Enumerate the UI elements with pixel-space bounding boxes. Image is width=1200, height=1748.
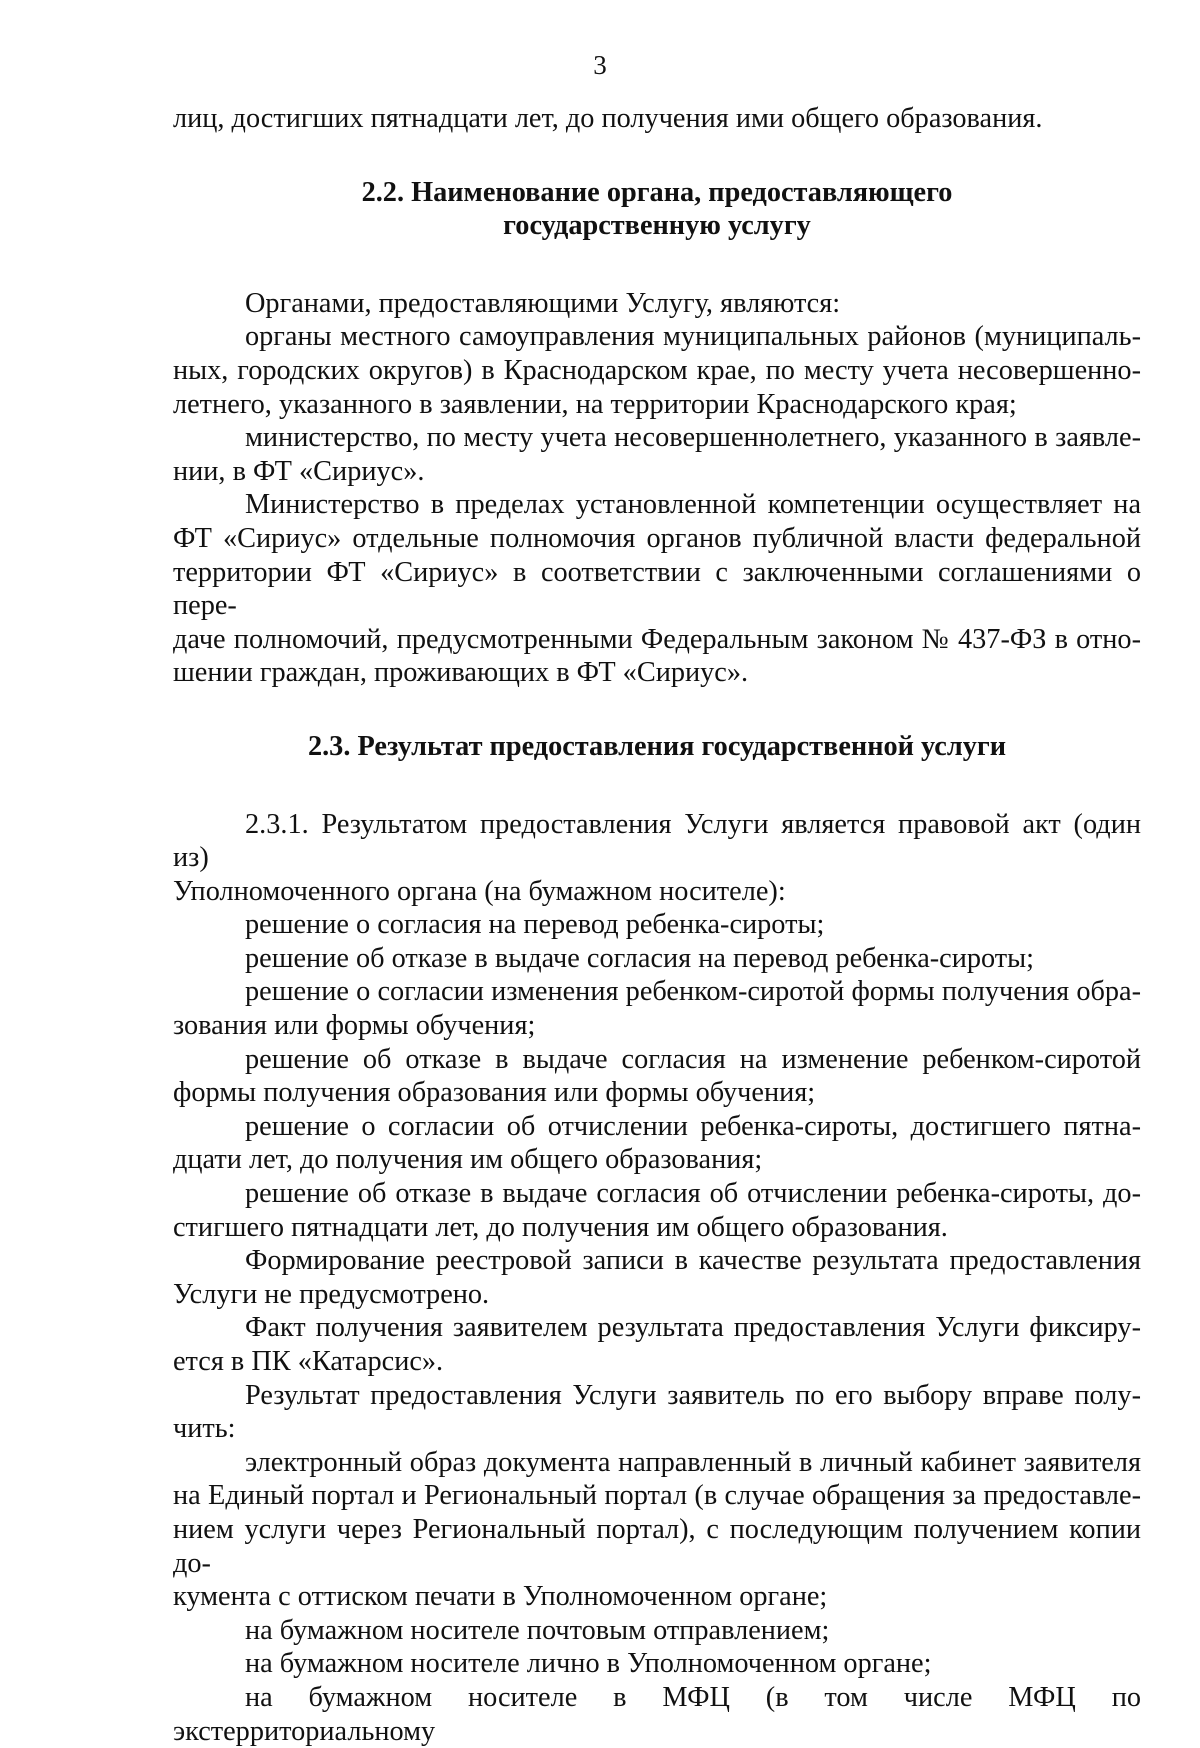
text-line: 2.3.1. Результатом предоставления Услуги является правовой акт (один из) xyxy=(173,808,1141,874)
text-line: на бумажном носителе почтовым отправлением; xyxy=(245,1614,830,1646)
paragraph xyxy=(173,1311,1141,1378)
text-line: зования или формы обучения; xyxy=(173,1010,536,1042)
text-line: чить: xyxy=(173,1413,236,1445)
section-2-3-heading xyxy=(173,730,1141,764)
text-line: ных, городских округов) в Краснодарском крае, по месту учета несовершенно- xyxy=(173,354,1141,386)
heading-line: 2.3. Результат предоставления государственной услуги xyxy=(307,730,1007,762)
text-line: нием услуги через Региональный портал), с последующим получением копии до- xyxy=(173,1513,1141,1579)
text-line: электронный образ документа направленный в личный кабинет заявителя xyxy=(245,1446,1141,1478)
paragraph xyxy=(173,975,1141,1042)
page-number: 3 xyxy=(593,50,607,80)
text-line: решение об отказе в выдаче согласия на перевод ребенка-сироты; xyxy=(245,942,1035,974)
text-line: Уполномоченного органа (на бумажном носителе): xyxy=(173,875,786,907)
paragraph xyxy=(173,1110,1141,1177)
paragraph xyxy=(173,1681,1141,1748)
heading-line: 2.2. Наименование органа, предоставляющего xyxy=(361,176,953,208)
document-body xyxy=(173,102,1141,1748)
paragraph xyxy=(173,1647,1141,1681)
text-line: дцати лет, до получения им общего образования; xyxy=(173,1144,763,1176)
text-line: Формирование реестровой записи в качестве результата предоставления xyxy=(245,1245,1141,1277)
text-line: Результат предоставления Услуги заявитель по его выбору вправе полу- xyxy=(245,1379,1141,1411)
text-line: кумента с оттиском печати в Уполномоченном органе; xyxy=(173,1581,828,1613)
text-line: ется в ПК «Катарсис». xyxy=(173,1346,444,1377)
text-line: на бумажном носителе в МФЦ (в том числе МФЦ по экстерриториальному xyxy=(173,1681,1141,1747)
paragraph xyxy=(173,1379,1141,1446)
paragraph xyxy=(173,320,1141,421)
intro-paragraph xyxy=(173,102,1141,136)
text-line: территории ФТ «Сириус» в соответствии с заключенными соглашениями о пере- xyxy=(173,556,1141,622)
text-line: Услуги не предусмотрено. xyxy=(173,1278,490,1310)
text-line: лиц, достигших пятнадцати лет, до получения ими общего образования. xyxy=(173,103,1043,134)
text-line: даче полномочий, предусмотренными Федеральным законом № 437-ФЗ в отно- xyxy=(173,623,1141,655)
text-line: Факт получения заявителем результата предоставления Услуги фиксиру- xyxy=(245,1312,1141,1344)
text-line: на Единый портал и Региональный портал (в случае обращения за предоставле- xyxy=(173,1480,1141,1512)
paragraph xyxy=(173,808,1141,909)
text-line: на бумажном носителе лично в Уполномоченном органе; xyxy=(245,1648,932,1680)
text-line: шении граждан, проживающих в ФТ «Сириус». xyxy=(173,657,749,689)
section-2-2-heading xyxy=(173,176,1141,243)
paragraph xyxy=(173,1043,1141,1110)
paragraph xyxy=(173,942,1141,976)
heading-line: государственную услугу xyxy=(503,210,811,242)
text-line: нии, в ФТ «Сириус». xyxy=(173,455,425,487)
paragraph xyxy=(173,421,1141,488)
text-line: органы местного самоуправления муниципальных районов (муниципаль- xyxy=(245,321,1141,353)
text-line: ФТ «Сириус» отдельные полномочия органов публичной власти федеральной xyxy=(173,522,1141,554)
paragraph xyxy=(173,1177,1141,1244)
paragraph xyxy=(173,908,1141,942)
text-line: решение об отказе в выдаче согласия на изменение ребенком-сиротой xyxy=(245,1043,1141,1075)
text-line: министерство, по месту учета несовершеннолетнего, указанного в заявле- xyxy=(245,422,1141,454)
paragraph xyxy=(173,287,1141,321)
text-line: формы получения образования или формы обучения; xyxy=(173,1077,816,1109)
text-line: решение о согласия на перевод ребенка-сироты; xyxy=(245,909,825,941)
paragraph xyxy=(173,1614,1141,1648)
text-line: решение о согласии изменения ребенком-сиротой формы получения обра- xyxy=(245,976,1141,1008)
paragraph xyxy=(173,1244,1141,1311)
text-line: решение об отказе в выдаче согласия об отчислении ребенка-сироты, до- xyxy=(245,1178,1141,1210)
text-line: решение о согласии об отчислении ребенка-сироты, достигшего пятна- xyxy=(245,1110,1141,1142)
text-line: стигшего пятнадцати лет, до получения им общего образования. xyxy=(173,1211,948,1243)
text-line: Органами, предоставляющими Услугу, являются: xyxy=(245,287,841,319)
paragraph xyxy=(173,1446,1141,1614)
text-line: Министерство в пределах установленной компетенции осуществляет на xyxy=(245,489,1141,521)
paragraph xyxy=(173,488,1141,690)
text-line: летнего, указанного в заявлении, на территории Краснодарского края; xyxy=(173,388,1017,420)
